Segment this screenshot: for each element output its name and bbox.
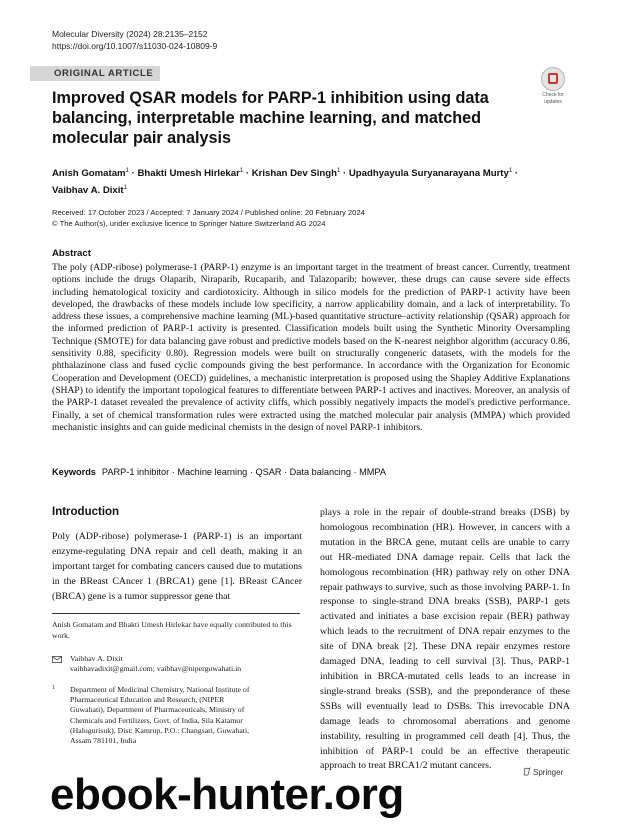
check-for-updates-label-1: Check for xyxy=(542,92,564,98)
copyright-notice: © The Author(s), under exclusive licence to Springer Nature Switzerland AG 2024 xyxy=(52,219,326,228)
author-name[interactable]: Krishan Dev Singh xyxy=(251,168,337,180)
publication-dates: Received: 17 October 2023 / Accepted: 7 January 2024 / Published online: 20 February 2024 xyxy=(52,208,365,217)
check-for-updates-label-2: updates xyxy=(544,99,562,105)
keywords-heading: Keywords xyxy=(52,467,96,477)
author-name[interactable]: Anish Gomatam xyxy=(52,168,126,180)
author-name[interactable]: Upadhyayula Suryanarayana Murty xyxy=(348,168,509,180)
author-affiliation-marker: 1 xyxy=(337,168,341,174)
author-separator: · xyxy=(128,168,138,180)
author-affiliation-marker: 1 xyxy=(508,168,513,174)
journal-citation: Molecular Diversity (2024) 28:2135–2152 xyxy=(52,29,208,39)
author-name[interactable]: Bhakti Umesh Hirlekar xyxy=(137,168,240,180)
author-affiliation-marker: 1 xyxy=(123,185,127,192)
footnote-divider xyxy=(52,613,300,614)
envelope-icon xyxy=(52,656,62,663)
author-separator: · xyxy=(340,168,349,180)
check-for-updates-button[interactable] xyxy=(537,67,569,103)
article-title: Improved QSAR models for PARP-1 inhibition using data balancing, interpretable machine learning, and matched molecular pair analysis xyxy=(52,89,489,147)
affiliation-text: Department of Medicinal Chemistry, National Institute of Pharmaceutical Education and Research, (NIPER Guwahati), Department of Pharmaceuticals, Ministry of Chemicals and Fertilizers, Govt. of India, Sila Katamur (Halugurisuk), Dist: Kamrup, P.O.: Changsari, Guwahati, Assam 781101, India xyxy=(70,685,250,746)
abstract-text: The poly (ADP-ribose) polymerase-1 (PARP-1) enzyme is an important target in the treatment of breast cancer. Currently, treatment options include the drugs Olaparib, Niraparib, Rucaparib, and Talazoparib; however, these drugs can cause severe side effects including hematological toxicity and cardiotoxicity. Although in silico models for the prediction of PARP-1 activity have been developed, the drawbacks of these models include low specificity, a narrow applicability domain, and a lack of interpretability. To address these issues, a comprehensive machine learning (ML)-based quantitative structure–activity relationship (QSAR) approach for the informed prediction of PARP-1 activity is presented. Classification models built using the Synthetic Minority Oversampling Technique (SMOTE) for data balancing gave robust and predictive models based on the K-nearest neighbor algorithm (accuracy 0.86, sensitivity 0.88, specificity 0.80). Regression models were built on structurally congeneric datasets, with the models for the phthalazinone class and fused cyclic compounds giving the best performance. In accordance with the Organization for Economic Cooperation and Development (OECD) guidelines, a mechanistic interpretation is proposed using the Shapley Additive Explanations (SHAP) to identify the important topological features to differentiate between PARP-1 actives and inactives. Moreover, an analysis of the PARP-1 dataset revealed the prevalence of activity cliffs, which possibly negatively impacts the model's predictive performance. Finally, a set of chemical transformation rules were extracted using the matched molecular pair analysis (MMPA) which provided mechanistic insights and can guide medicinal chemists in the design of novel PARP-1 inhibitors. xyxy=(52,262,570,433)
abstract-heading: Abstract xyxy=(52,248,91,259)
author-name[interactable]: Vaibhav A. Dixit xyxy=(52,185,124,197)
introduction-heading: Introduction xyxy=(52,506,120,518)
article-type-badge: ORIGINAL ARTICLE xyxy=(30,66,160,81)
keywords-line xyxy=(52,467,570,477)
watermark: ebook-hunter.org xyxy=(50,770,404,819)
author-separator: · xyxy=(512,168,519,180)
corresponding-author-emails[interactable]: vaibhavadixit@gmail.com; vaibhav@niperguwahati.in xyxy=(70,664,242,673)
author-list xyxy=(52,164,572,198)
corresponding-author-name: Vaibhav A. Dixit xyxy=(70,654,123,663)
affiliation-number: 1 xyxy=(52,685,55,691)
author-separator: · xyxy=(243,168,252,180)
equal-contribution-note: Anish Gomatam and Bhakti Umesh Hirlekar have equally contributed to this work. xyxy=(52,620,292,640)
introduction-text-right: plays a role in the repair of double-strand breaks (DSB) by homologous recombination (HR). However, in cancers with a mutation in the BRCA gene, mutant cells are unable to carry out HR-mediated DNA damage repair. Cells that lack the homologous recombination (HR) pathway rely on other DNA repair pathways to survive, such as those involving PARP-1. In response to single-strand DNA breaks (SSB), PARP-1 gets activated and initiates a base excision repair (BER) pathway which leads to the recruitment of DNA repair enzymes to the site of DNA break [2]. These DNA repair enzymes restore damaged DNA, leading to cell survival [3]. Thus, PARP-1 inhibition in BRCA-mutated cells leads to an increase in single-strand breaks (SSB), and the preponderance of these SSBs will eventually lead to DSBs. This irrevocable DNA damage leads to chromosomal aberrations and genome instability, resulting in programmed cell death [4]. Thus, the inhibition of PARP-1 could be an effective therapeutic approach to treat BRCA1/2 mutant cancers. xyxy=(320,507,570,772)
keywords-list: PARP-1 inhibitor · Machine learning · QSAR · Data balancing · MMPA xyxy=(101,467,386,477)
publisher-name: Springer xyxy=(533,768,564,777)
author-affiliation-marker: 1 xyxy=(239,168,244,174)
introduction-text-left: Poly (ADP-ribose) polymerase-1 (PARP-1) is an important enzyme-regulating DNA repair and cell death, making it an important target for combating cancers caused due to mutations in the BReast CAncer 1 (BRCA1) gene [1]. BReast CAncer (BRCA) gene is a tumor suppressor gene that xyxy=(52,531,302,602)
check-for-updates-icon xyxy=(541,67,565,91)
doi-link[interactable]: https://doi.org/10.1007/s11030-024-10809-9 xyxy=(52,41,218,51)
author-affiliation-marker: 1 xyxy=(125,168,129,174)
